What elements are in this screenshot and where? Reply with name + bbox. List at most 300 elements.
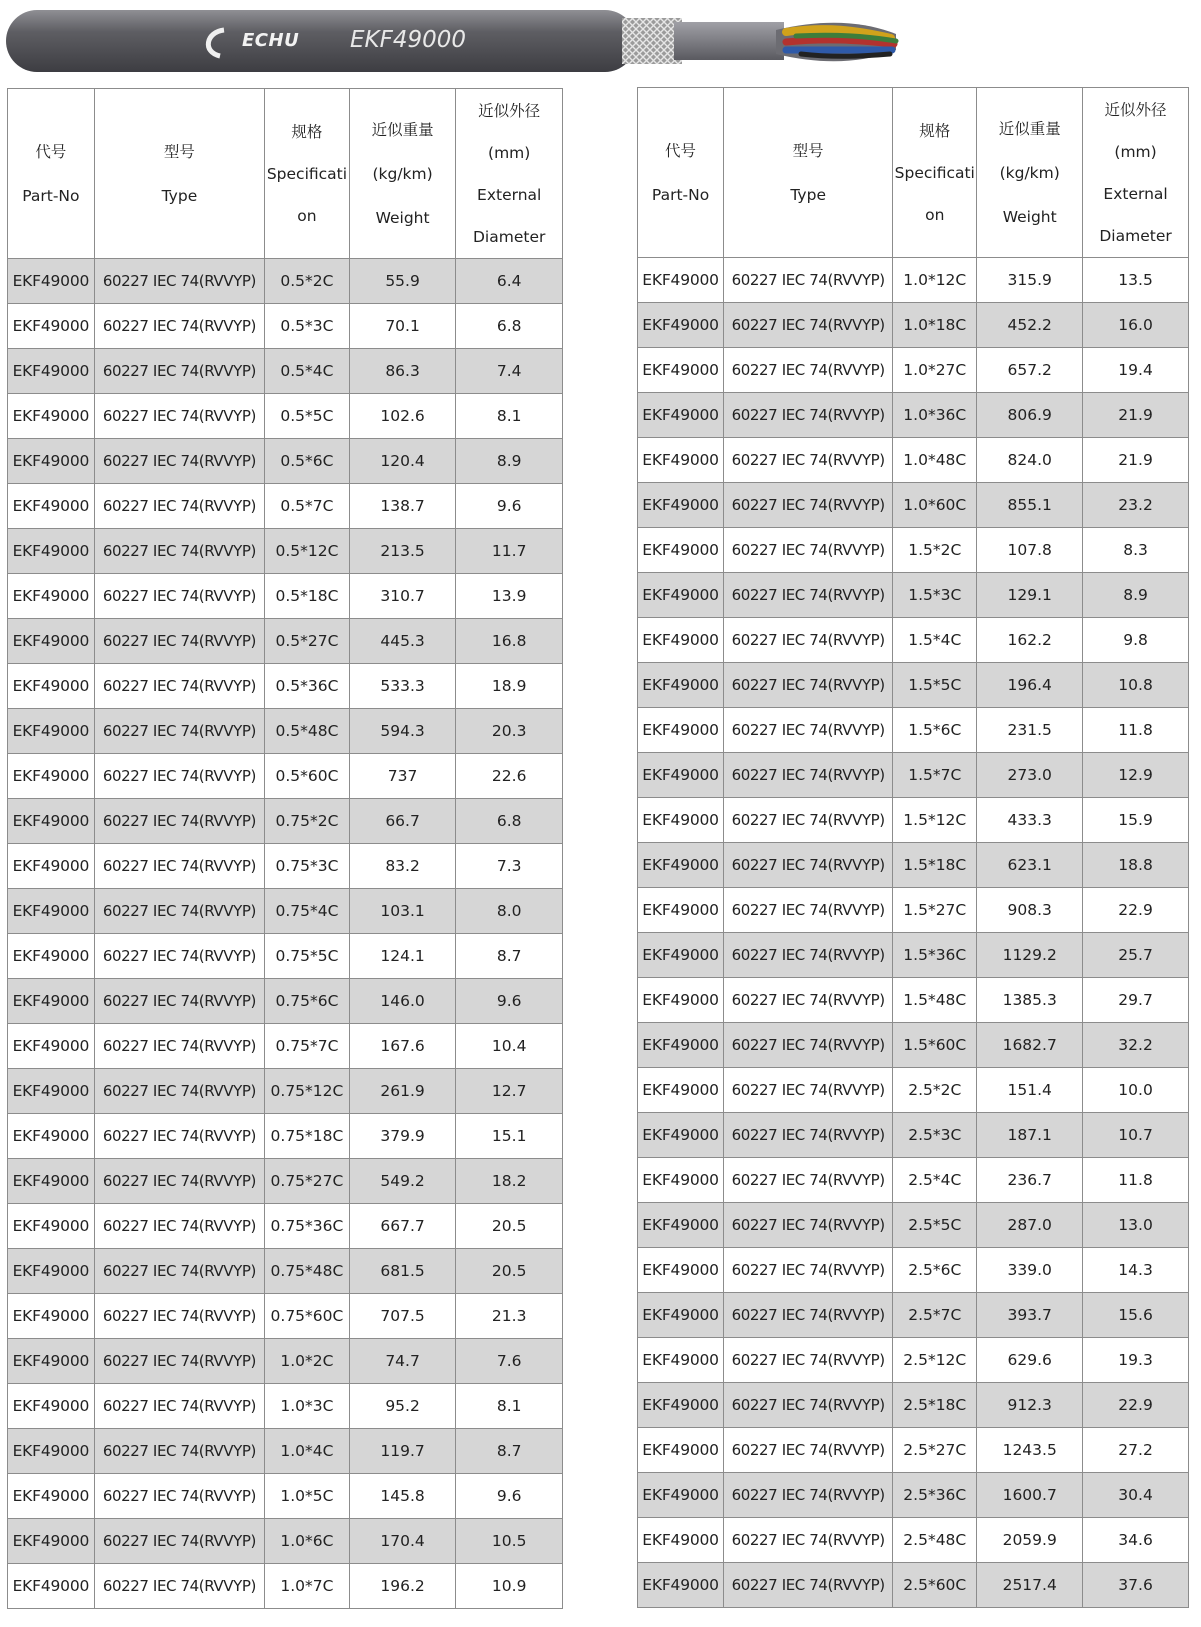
- cell-part-no: EKF49000: [638, 1068, 724, 1113]
- table-row: [8, 1249, 563, 1294]
- table-row: [8, 1159, 563, 1204]
- cell-part-no: EKF49000: [638, 843, 724, 888]
- cell-specification: 1.0*12C: [893, 258, 977, 303]
- cell-type: 60227 IEC 74(RVVYP): [94, 1204, 264, 1249]
- table-row: [638, 438, 1189, 483]
- cell-specification: 1.5*12C: [893, 798, 977, 843]
- cell-type: 60227 IEC 74(RVVYP): [94, 844, 264, 889]
- cell-part-no: EKF49000: [8, 799, 95, 844]
- cell-diameter: 6.8: [456, 799, 563, 844]
- cell-type: 60227 IEC 74(RVVYP): [724, 1428, 893, 1473]
- cell-specification: 2.5*2C: [893, 1068, 977, 1113]
- table-row: [8, 484, 563, 529]
- cell-part-no: EKF49000: [638, 573, 724, 618]
- cell-type: 60227 IEC 74(RVVYP): [724, 708, 893, 753]
- header-weight: 近似重量 (kg/km) Weight: [977, 88, 1083, 258]
- cell-part-no: EKF49000: [8, 304, 95, 349]
- cell-specification: 1.0*18C: [893, 303, 977, 348]
- cell-specification: 0.5*3C: [265, 304, 350, 349]
- cell-part-no: EKF49000: [638, 528, 724, 573]
- cell-diameter: 22.9: [1083, 888, 1189, 933]
- table-row: [8, 934, 563, 979]
- cell-diameter: 22.6: [456, 754, 563, 799]
- cell-diameter: 7.6: [456, 1339, 563, 1384]
- table-row: [638, 348, 1189, 393]
- cell-part-no: EKF49000: [8, 1069, 95, 1114]
- cell-diameter: 9.6: [456, 1474, 563, 1519]
- cell-part-no: EKF49000: [638, 663, 724, 708]
- model-label: EKF49000: [350, 27, 467, 53]
- cell-weight: 393.7: [977, 1293, 1083, 1338]
- table-row: [8, 439, 563, 484]
- spec-table-left: [7, 88, 563, 1609]
- table-row: [638, 1518, 1189, 1563]
- cell-diameter: 7.4: [456, 349, 563, 394]
- cell-diameter: 18.8: [1083, 843, 1189, 888]
- cell-diameter: 16.8: [456, 619, 563, 664]
- cell-weight: 2517.4: [977, 1563, 1083, 1608]
- cell-diameter: 29.7: [1083, 978, 1189, 1023]
- cell-diameter: 21.9: [1083, 438, 1189, 483]
- cell-weight: 339.0: [977, 1248, 1083, 1293]
- cell-weight: 1600.7: [977, 1473, 1083, 1518]
- cell-part-no: EKF49000: [8, 1339, 95, 1384]
- cell-diameter: 20.5: [456, 1249, 563, 1294]
- cell-specification: 1.0*4C: [265, 1429, 350, 1474]
- table-row: [638, 393, 1189, 438]
- cell-specification: 2.5*5C: [893, 1203, 977, 1248]
- cell-diameter: 13.9: [456, 574, 563, 619]
- cell-type: 60227 IEC 74(RVVYP): [94, 1024, 264, 1069]
- table-row: [638, 1383, 1189, 1428]
- cell-part-no: EKF49000: [638, 1248, 724, 1293]
- table-row: [8, 1024, 563, 1069]
- cell-specification: 0.75*6C: [265, 979, 350, 1024]
- cell-diameter: 19.4: [1083, 348, 1189, 393]
- cell-specification: 2.5*18C: [893, 1383, 977, 1428]
- cell-diameter: 30.4: [1083, 1473, 1189, 1518]
- cell-weight: 855.1: [977, 483, 1083, 528]
- cell-specification: 0.75*27C: [265, 1159, 350, 1204]
- cell-diameter: 9.6: [456, 979, 563, 1024]
- cell-part-no: EKF49000: [8, 844, 95, 889]
- cell-type: 60227 IEC 74(RVVYP): [94, 1519, 264, 1564]
- table-row: [8, 979, 563, 1024]
- table-row: [638, 1113, 1189, 1158]
- table-row: [638, 1248, 1189, 1293]
- table-row: [8, 304, 563, 349]
- cell-type: 60227 IEC 74(RVVYP): [94, 1159, 264, 1204]
- cell-weight: 162.2: [977, 618, 1083, 663]
- cell-type: 60227 IEC 74(RVVYP): [94, 1384, 264, 1429]
- cell-part-no: EKF49000: [638, 618, 724, 663]
- cell-specification: 1.0*36C: [893, 393, 977, 438]
- cell-weight: 379.9: [349, 1114, 456, 1159]
- cell-type: 60227 IEC 74(RVVYP): [94, 349, 264, 394]
- table-row: [638, 663, 1189, 708]
- cell-type: 60227 IEC 74(RVVYP): [94, 1069, 264, 1114]
- cell-type: 60227 IEC 74(RVVYP): [94, 799, 264, 844]
- header-weight: 近似重量 (kg/km) Weight: [349, 89, 456, 259]
- table-row: [8, 1294, 563, 1339]
- cell-weight: 66.7: [349, 799, 456, 844]
- cell-part-no: EKF49000: [638, 1293, 724, 1338]
- cell-part-no: EKF49000: [8, 1429, 95, 1474]
- table-row: [8, 1069, 563, 1114]
- cell-specification: 1.0*7C: [265, 1564, 350, 1609]
- cell-part-no: EKF49000: [8, 1249, 95, 1294]
- cell-weight: 681.5: [349, 1249, 456, 1294]
- cell-specification: 0.5*60C: [265, 754, 350, 799]
- cell-part-no: EKF49000: [8, 979, 95, 1024]
- cell-type: 60227 IEC 74(RVVYP): [724, 1338, 893, 1383]
- table-row: [638, 303, 1189, 348]
- cell-diameter: 10.5: [456, 1519, 563, 1564]
- table-header-row: [8, 89, 563, 259]
- cell-weight: 146.0: [349, 979, 456, 1024]
- cell-weight: 1129.2: [977, 933, 1083, 978]
- cell-diameter: 21.3: [456, 1294, 563, 1339]
- cell-weight: 533.3: [349, 664, 456, 709]
- cell-weight: 187.1: [977, 1113, 1083, 1158]
- table-row: [638, 618, 1189, 663]
- cell-type: 60227 IEC 74(RVVYP): [724, 798, 893, 843]
- cell-part-no: EKF49000: [638, 438, 724, 483]
- table-row: [8, 1204, 563, 1249]
- cell-part-no: EKF49000: [638, 708, 724, 753]
- cell-type: 60227 IEC 74(RVVYP): [94, 1564, 264, 1609]
- table-row: [8, 1339, 563, 1384]
- cell-weight: 908.3: [977, 888, 1083, 933]
- cell-weight: 2059.9: [977, 1518, 1083, 1563]
- cell-diameter: 8.0: [456, 889, 563, 934]
- table-row: [638, 1338, 1189, 1383]
- cell-diameter: 13.0: [1083, 1203, 1189, 1248]
- cell-part-no: EKF49000: [638, 978, 724, 1023]
- cell-part-no: EKF49000: [638, 348, 724, 393]
- cell-diameter: 18.2: [456, 1159, 563, 1204]
- table-row: [638, 1473, 1189, 1518]
- cell-weight: 1243.5: [977, 1428, 1083, 1473]
- cell-specification: 0.5*4C: [265, 349, 350, 394]
- cell-part-no: EKF49000: [8, 574, 95, 619]
- table-row: [638, 708, 1189, 753]
- cell-part-no: EKF49000: [8, 664, 95, 709]
- cell-diameter: 21.9: [1083, 393, 1189, 438]
- cell-type: 60227 IEC 74(RVVYP): [724, 1473, 893, 1518]
- cell-diameter: 9.6: [456, 484, 563, 529]
- table-body-left: [8, 259, 563, 1609]
- cell-specification: 0.5*7C: [265, 484, 350, 529]
- cell-specification: 2.5*36C: [893, 1473, 977, 1518]
- cell-weight: 102.6: [349, 394, 456, 439]
- cell-weight: 657.2: [977, 348, 1083, 393]
- cell-weight: 74.7: [349, 1339, 456, 1384]
- cell-type: 60227 IEC 74(RVVYP): [94, 1249, 264, 1294]
- cell-type: 60227 IEC 74(RVVYP): [94, 934, 264, 979]
- cell-specification: 1.5*7C: [893, 753, 977, 798]
- cell-weight: 452.2: [977, 303, 1083, 348]
- cell-part-no: EKF49000: [8, 439, 95, 484]
- cell-type: 60227 IEC 74(RVVYP): [94, 394, 264, 439]
- cell-diameter: 8.9: [456, 439, 563, 484]
- cell-weight: 138.7: [349, 484, 456, 529]
- cell-weight: 213.5: [349, 529, 456, 574]
- cell-diameter: 20.5: [456, 1204, 563, 1249]
- cell-diameter: 32.2: [1083, 1023, 1189, 1068]
- cell-type: 60227 IEC 74(RVVYP): [724, 618, 893, 663]
- cell-specification: 2.5*27C: [893, 1428, 977, 1473]
- cell-weight: 86.3: [349, 349, 456, 394]
- cell-type: 60227 IEC 74(RVVYP): [94, 304, 264, 349]
- cell-weight: 273.0: [977, 753, 1083, 798]
- cell-part-no: EKF49000: [638, 303, 724, 348]
- cell-type: 60227 IEC 74(RVVYP): [724, 753, 893, 798]
- cable-image: [6, 8, 936, 74]
- cell-type: 60227 IEC 74(RVVYP): [724, 888, 893, 933]
- cell-specification: 1.0*3C: [265, 1384, 350, 1429]
- cell-diameter: 15.1: [456, 1114, 563, 1159]
- table-row: [8, 709, 563, 754]
- cell-diameter: 18.9: [456, 664, 563, 709]
- cell-specification: 0.75*7C: [265, 1024, 350, 1069]
- table-body-right: [638, 258, 1189, 1608]
- cell-specification: 0.5*12C: [265, 529, 350, 574]
- table-row: [8, 844, 563, 889]
- cell-type: 60227 IEC 74(RVVYP): [94, 754, 264, 799]
- cell-weight: 103.1: [349, 889, 456, 934]
- cell-diameter: 14.3: [1083, 1248, 1189, 1293]
- cell-diameter: 13.5: [1083, 258, 1189, 303]
- cell-part-no: EKF49000: [8, 1474, 95, 1519]
- cell-part-no: EKF49000: [638, 393, 724, 438]
- cell-type: 60227 IEC 74(RVVYP): [94, 889, 264, 934]
- cell-diameter: 6.8: [456, 304, 563, 349]
- cell-part-no: EKF49000: [638, 483, 724, 528]
- cell-weight: 167.6: [349, 1024, 456, 1069]
- cell-weight: 594.3: [349, 709, 456, 754]
- cell-weight: 55.9: [349, 259, 456, 304]
- cell-weight: 124.1: [349, 934, 456, 979]
- cell-diameter: 34.6: [1083, 1518, 1189, 1563]
- cell-weight: 445.3: [349, 619, 456, 664]
- cell-specification: 2.5*3C: [893, 1113, 977, 1158]
- cell-type: 60227 IEC 74(RVVYP): [724, 438, 893, 483]
- table-row: [8, 574, 563, 619]
- cell-part-no: EKF49000: [638, 888, 724, 933]
- cell-diameter: 25.7: [1083, 933, 1189, 978]
- cell-weight: 824.0: [977, 438, 1083, 483]
- cell-weight: 737: [349, 754, 456, 799]
- cell-diameter: 10.8: [1083, 663, 1189, 708]
- header-type: 型号 Type: [94, 89, 264, 259]
- table-row: [638, 1023, 1189, 1068]
- cell-part-no: EKF49000: [638, 1338, 724, 1383]
- cell-diameter: 11.8: [1083, 708, 1189, 753]
- cell-part-no: EKF49000: [8, 484, 95, 529]
- cell-diameter: 8.3: [1083, 528, 1189, 573]
- cell-diameter: 23.2: [1083, 483, 1189, 528]
- cell-weight: 433.3: [977, 798, 1083, 843]
- cell-diameter: 16.0: [1083, 303, 1189, 348]
- cell-part-no: EKF49000: [8, 529, 95, 574]
- cell-part-no: EKF49000: [8, 709, 95, 754]
- cell-specification: 0.75*4C: [265, 889, 350, 934]
- table-row: [8, 664, 563, 709]
- cell-weight: 95.2: [349, 1384, 456, 1429]
- header-diameter: 近似外径 (mm) External Diameter: [456, 89, 563, 259]
- cell-part-no: EKF49000: [638, 1113, 724, 1158]
- cell-specification: 0.5*6C: [265, 439, 350, 484]
- cell-type: 60227 IEC 74(RVVYP): [724, 843, 893, 888]
- table-row: [638, 258, 1189, 303]
- cell-part-no: EKF49000: [8, 1159, 95, 1204]
- table-row: [8, 889, 563, 934]
- cell-specification: 1.5*48C: [893, 978, 977, 1023]
- table-row: [8, 349, 563, 394]
- cell-specification: 0.75*3C: [265, 844, 350, 889]
- cell-specification: 1.0*48C: [893, 438, 977, 483]
- cell-part-no: EKF49000: [8, 1294, 95, 1339]
- cell-specification: 0.5*48C: [265, 709, 350, 754]
- cell-type: 60227 IEC 74(RVVYP): [94, 1339, 264, 1384]
- cell-type: 60227 IEC 74(RVVYP): [94, 619, 264, 664]
- cell-part-no: EKF49000: [8, 1114, 95, 1159]
- cell-type: 60227 IEC 74(RVVYP): [94, 259, 264, 304]
- table-row: [8, 529, 563, 574]
- cell-specification: 2.5*12C: [893, 1338, 977, 1383]
- cell-diameter: 12.7: [456, 1069, 563, 1114]
- cell-part-no: EKF49000: [638, 798, 724, 843]
- cell-diameter: 20.3: [456, 709, 563, 754]
- cell-part-no: EKF49000: [8, 619, 95, 664]
- cell-diameter: 15.6: [1083, 1293, 1189, 1338]
- cell-specification: 1.5*5C: [893, 663, 977, 708]
- cell-specification: 1.5*4C: [893, 618, 977, 663]
- cell-weight: 70.1: [349, 304, 456, 349]
- cell-part-no: EKF49000: [8, 1384, 95, 1429]
- table-row: [8, 619, 563, 664]
- table-row: [638, 1203, 1189, 1248]
- cell-diameter: 15.9: [1083, 798, 1189, 843]
- cell-specification: 1.5*18C: [893, 843, 977, 888]
- cell-specification: 0.75*5C: [265, 934, 350, 979]
- cell-weight: 261.9: [349, 1069, 456, 1114]
- cell-specification: 0.5*27C: [265, 619, 350, 664]
- cell-part-no: EKF49000: [638, 1428, 724, 1473]
- table-row: [638, 888, 1189, 933]
- cell-specification: 0.5*5C: [265, 394, 350, 439]
- cell-specification: 0.75*12C: [265, 1069, 350, 1114]
- table-row: [638, 573, 1189, 618]
- cell-part-no: EKF49000: [8, 889, 95, 934]
- table-row: [638, 753, 1189, 798]
- cell-weight: 129.1: [977, 573, 1083, 618]
- cell-weight: 287.0: [977, 1203, 1083, 1248]
- cell-type: 60227 IEC 74(RVVYP): [724, 528, 893, 573]
- cell-specification: 1.5*2C: [893, 528, 977, 573]
- cell-diameter: 19.3: [1083, 1338, 1189, 1383]
- cell-weight: 119.7: [349, 1429, 456, 1474]
- cell-part-no: EKF49000: [8, 1519, 95, 1564]
- cell-type: 60227 IEC 74(RVVYP): [724, 573, 893, 618]
- cell-weight: 623.1: [977, 843, 1083, 888]
- header-part-no: 代号 Part-No: [638, 88, 724, 258]
- cell-type: 60227 IEC 74(RVVYP): [724, 1248, 893, 1293]
- cell-diameter: 10.9: [456, 1564, 563, 1609]
- cell-type: 60227 IEC 74(RVVYP): [724, 258, 893, 303]
- cell-type: 60227 IEC 74(RVVYP): [724, 1023, 893, 1068]
- cell-type: 60227 IEC 74(RVVYP): [724, 1518, 893, 1563]
- cell-part-no: EKF49000: [638, 1203, 724, 1248]
- cell-type: 60227 IEC 74(RVVYP): [724, 663, 893, 708]
- cell-diameter: 37.6: [1083, 1563, 1189, 1608]
- cell-part-no: EKF49000: [638, 1473, 724, 1518]
- cell-diameter: 9.8: [1083, 618, 1189, 663]
- cell-diameter: 22.9: [1083, 1383, 1189, 1428]
- cell-part-no: EKF49000: [638, 933, 724, 978]
- cell-type: 60227 IEC 74(RVVYP): [94, 439, 264, 484]
- cell-type: 60227 IEC 74(RVVYP): [94, 709, 264, 754]
- cell-diameter: 8.7: [456, 1429, 563, 1474]
- cell-weight: 236.7: [977, 1158, 1083, 1203]
- cell-weight: 912.3: [977, 1383, 1083, 1428]
- table-row: [638, 483, 1189, 528]
- cell-weight: 120.4: [349, 439, 456, 484]
- cell-part-no: EKF49000: [8, 1204, 95, 1249]
- table-row: [638, 1158, 1189, 1203]
- cell-weight: 549.2: [349, 1159, 456, 1204]
- cell-diameter: 12.9: [1083, 753, 1189, 798]
- cell-weight: 145.8: [349, 1474, 456, 1519]
- cell-type: 60227 IEC 74(RVVYP): [94, 529, 264, 574]
- cell-diameter: 8.1: [456, 1384, 563, 1429]
- cell-part-no: EKF49000: [8, 934, 95, 979]
- table-row: [638, 978, 1189, 1023]
- cell-type: 60227 IEC 74(RVVYP): [724, 348, 893, 393]
- cell-specification: 0.75*60C: [265, 1294, 350, 1339]
- table-row: [8, 394, 563, 439]
- cell-type: 60227 IEC 74(RVVYP): [724, 303, 893, 348]
- cell-specification: 2.5*60C: [893, 1563, 977, 1608]
- cell-type: 60227 IEC 74(RVVYP): [724, 393, 893, 438]
- header-specification: 规格 Specificati on: [265, 89, 350, 259]
- cell-part-no: EKF49000: [638, 258, 724, 303]
- cell-specification: 1.5*3C: [893, 573, 977, 618]
- cell-weight: 629.6: [977, 1338, 1083, 1383]
- cell-type: 60227 IEC 74(RVVYP): [724, 1113, 893, 1158]
- cell-specification: 1.5*60C: [893, 1023, 977, 1068]
- cell-diameter: 7.3: [456, 844, 563, 889]
- cell-specification: 0.75*36C: [265, 1204, 350, 1249]
- cell-weight: 196.4: [977, 663, 1083, 708]
- cell-specification: 0.5*36C: [265, 664, 350, 709]
- cell-part-no: EKF49000: [8, 1024, 95, 1069]
- cell-weight: 310.7: [349, 574, 456, 619]
- cell-part-no: EKF49000: [638, 1023, 724, 1068]
- cell-type: 60227 IEC 74(RVVYP): [94, 1429, 264, 1474]
- cell-part-no: EKF49000: [638, 1563, 724, 1608]
- cell-type: 60227 IEC 74(RVVYP): [94, 484, 264, 529]
- cell-diameter: 8.7: [456, 934, 563, 979]
- cell-weight: 667.7: [349, 1204, 456, 1249]
- cell-weight: 315.9: [977, 258, 1083, 303]
- header-type: 型号 Type: [724, 88, 893, 258]
- cell-specification: 0.5*18C: [265, 574, 350, 619]
- cell-type: 60227 IEC 74(RVVYP): [94, 1474, 264, 1519]
- cell-weight: 806.9: [977, 393, 1083, 438]
- cell-diameter: 11.7: [456, 529, 563, 574]
